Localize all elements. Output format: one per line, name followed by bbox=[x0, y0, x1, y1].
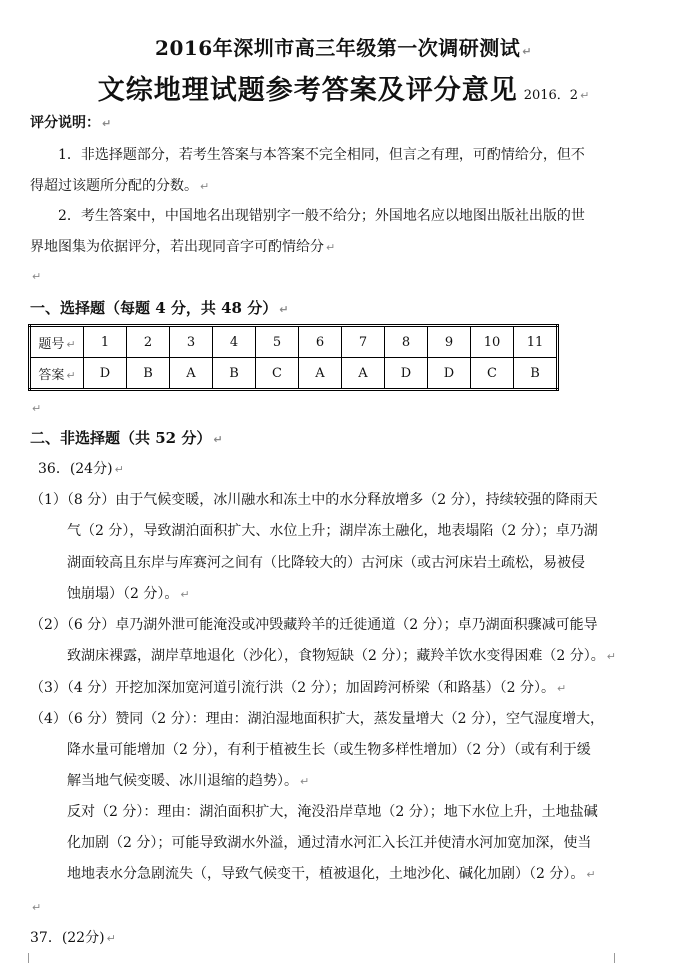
question-number-header: 题号 ↵ bbox=[30, 326, 84, 358]
section-2-heading: 二、非选择题（共 52 分） ↵ bbox=[30, 429, 223, 447]
question-36-label: 36．(24分) ↵ bbox=[38, 461, 124, 477]
question-number-cell: 7 bbox=[342, 326, 385, 358]
q36-part1-line: （1）（8 分）由于气候变暖，冰川融水和冻土中的水分释放增多（2 分），持续较强的降雨天 bbox=[30, 492, 598, 508]
answer-cell: C bbox=[256, 358, 299, 390]
answer-cell: B bbox=[127, 358, 170, 390]
question-number-cell: 5 bbox=[256, 326, 299, 358]
answer-key-title-row: 文综地理试题参考答案及评分意见 2016．2 ↵ bbox=[97, 75, 590, 106]
question-number-cell: 11 bbox=[514, 326, 558, 358]
scoring-notes-heading: 评分说明： ↵ bbox=[30, 115, 112, 131]
q36-part2-line: （2）（6 分）卓乃湖外泄可能淹没或冲毁藏羚羊的迁徙通道（2 分）；卓乃湖面积骤减可能导 bbox=[30, 617, 598, 633]
answer-cell: A bbox=[299, 358, 342, 390]
q36-part4-line: 降水量可能增加（2 分），有利于植被生长（或生物多样性增加）（2 分）（或有利于缓 bbox=[67, 742, 591, 758]
q36-part4-line: 解当地气候变暖、冰川退缩的趋势）。 ↵ bbox=[67, 773, 310, 789]
page-corner-mark bbox=[28, 953, 43, 963]
exam-title: 2016年深圳市高三年级第一次调研测试 ↵ bbox=[155, 36, 532, 60]
question-number-cell: 6 bbox=[299, 326, 342, 358]
question-number-cell: 4 bbox=[213, 326, 256, 358]
empty-paragraph: ↵ bbox=[32, 270, 42, 283]
section-1-heading: 一、选择题（每题 4 分，共 48 分） ↵ bbox=[30, 299, 289, 317]
question-number-cell: 2 bbox=[127, 326, 170, 358]
question-number-cell: 1 bbox=[84, 326, 127, 358]
q36-part2-line: 致湖床裸露，湖岸草地退化（沙化），食物短缺（2 分）；藏羚羊饮水变得困难（2 分）。 ↵ bbox=[67, 648, 616, 664]
question-number-row bbox=[30, 326, 558, 358]
scoring-note-2-line-2: 界地图集为依据评分，若出现同音字可酌情给分 ↵ bbox=[30, 239, 336, 255]
answer-cell: A bbox=[342, 358, 385, 390]
q36-part4-line: （4）（6 分）赞同（2 分）：理由：湖泊湿地面积扩大，蒸发量增大（2 分），空气湿度增大， bbox=[30, 711, 604, 727]
question-number-cell: 8 bbox=[385, 326, 428, 358]
q36-part4-line: 反对（2 分）：理由：湖泊面积扩大，淹没沿岸草地（2 分）；地下水位上升，土地盐碱 bbox=[67, 804, 598, 820]
answer-table bbox=[28, 324, 559, 391]
empty-paragraph: ↵ bbox=[32, 901, 42, 914]
answer-cell: D bbox=[428, 358, 471, 390]
answer-key-title: 文综地理试题参考答案及评分意见 bbox=[97, 75, 518, 106]
answer-cell: B bbox=[213, 358, 256, 390]
q36-part4-line: 化加剧（2 分）；可能导致湖水外溢，通过清水河汇入长江并使清水河加宽加深，使当 bbox=[67, 835, 592, 851]
answer-cell: C bbox=[471, 358, 514, 390]
scoring-note-1-line-1: 1．非选择题部分，若考生答案与本答案不完全相同，但言之有理，可酌情给分，但不 bbox=[58, 147, 585, 163]
answer-cell: D bbox=[84, 358, 127, 390]
scoring-note-2-line-1: 2．考生答案中，中国地名出现错别字一般不给分；外国地名应以地图出版社出版的世 bbox=[58, 208, 585, 224]
answer-cell: D bbox=[385, 358, 428, 390]
q36-part1-line: 蚀崩塌）（2 分）。 ↵ bbox=[67, 586, 190, 602]
question-number-cell: 9 bbox=[428, 326, 471, 358]
question-37-label: 37．(22分) ↵ bbox=[30, 930, 116, 946]
answer-cell: B bbox=[514, 358, 558, 390]
answer-row bbox=[30, 358, 558, 390]
question-number-cell: 3 bbox=[170, 326, 213, 358]
scoring-note-1-line-2: 得超过该题所分配的分数。 ↵ bbox=[30, 178, 210, 194]
document-date: 2016．2 bbox=[523, 88, 579, 103]
answer-header: 答案 ↵ bbox=[30, 358, 84, 390]
answer-cell: A bbox=[170, 358, 213, 390]
q36-part3-line: （3）（4 分）开挖加深加宽河道引流行洪（2 分）；加固跨河桥梁（和路基）（2 分）。 ↵ bbox=[30, 680, 567, 696]
q36-part1-line: 气（2 分），导致湖泊面积扩大、水位上升；湖岸冻土融化，地表塌陷（2 分）；卓乃湖 bbox=[67, 523, 598, 539]
page-corner-mark bbox=[600, 953, 615, 963]
question-number-cell: 10 bbox=[471, 326, 514, 358]
empty-paragraph: ↵ bbox=[32, 402, 42, 415]
q36-part1-line: 湖面较高且东岸与库赛河之间有（比降较大的）古河床（或古河床岩土疏松，易被侵 bbox=[67, 555, 585, 571]
q36-part4-line: 地地表水分急剧流失（，导致气候变干，植被退化，土地沙化、碱化加剧）（2 分）。 ↵ bbox=[67, 866, 596, 882]
